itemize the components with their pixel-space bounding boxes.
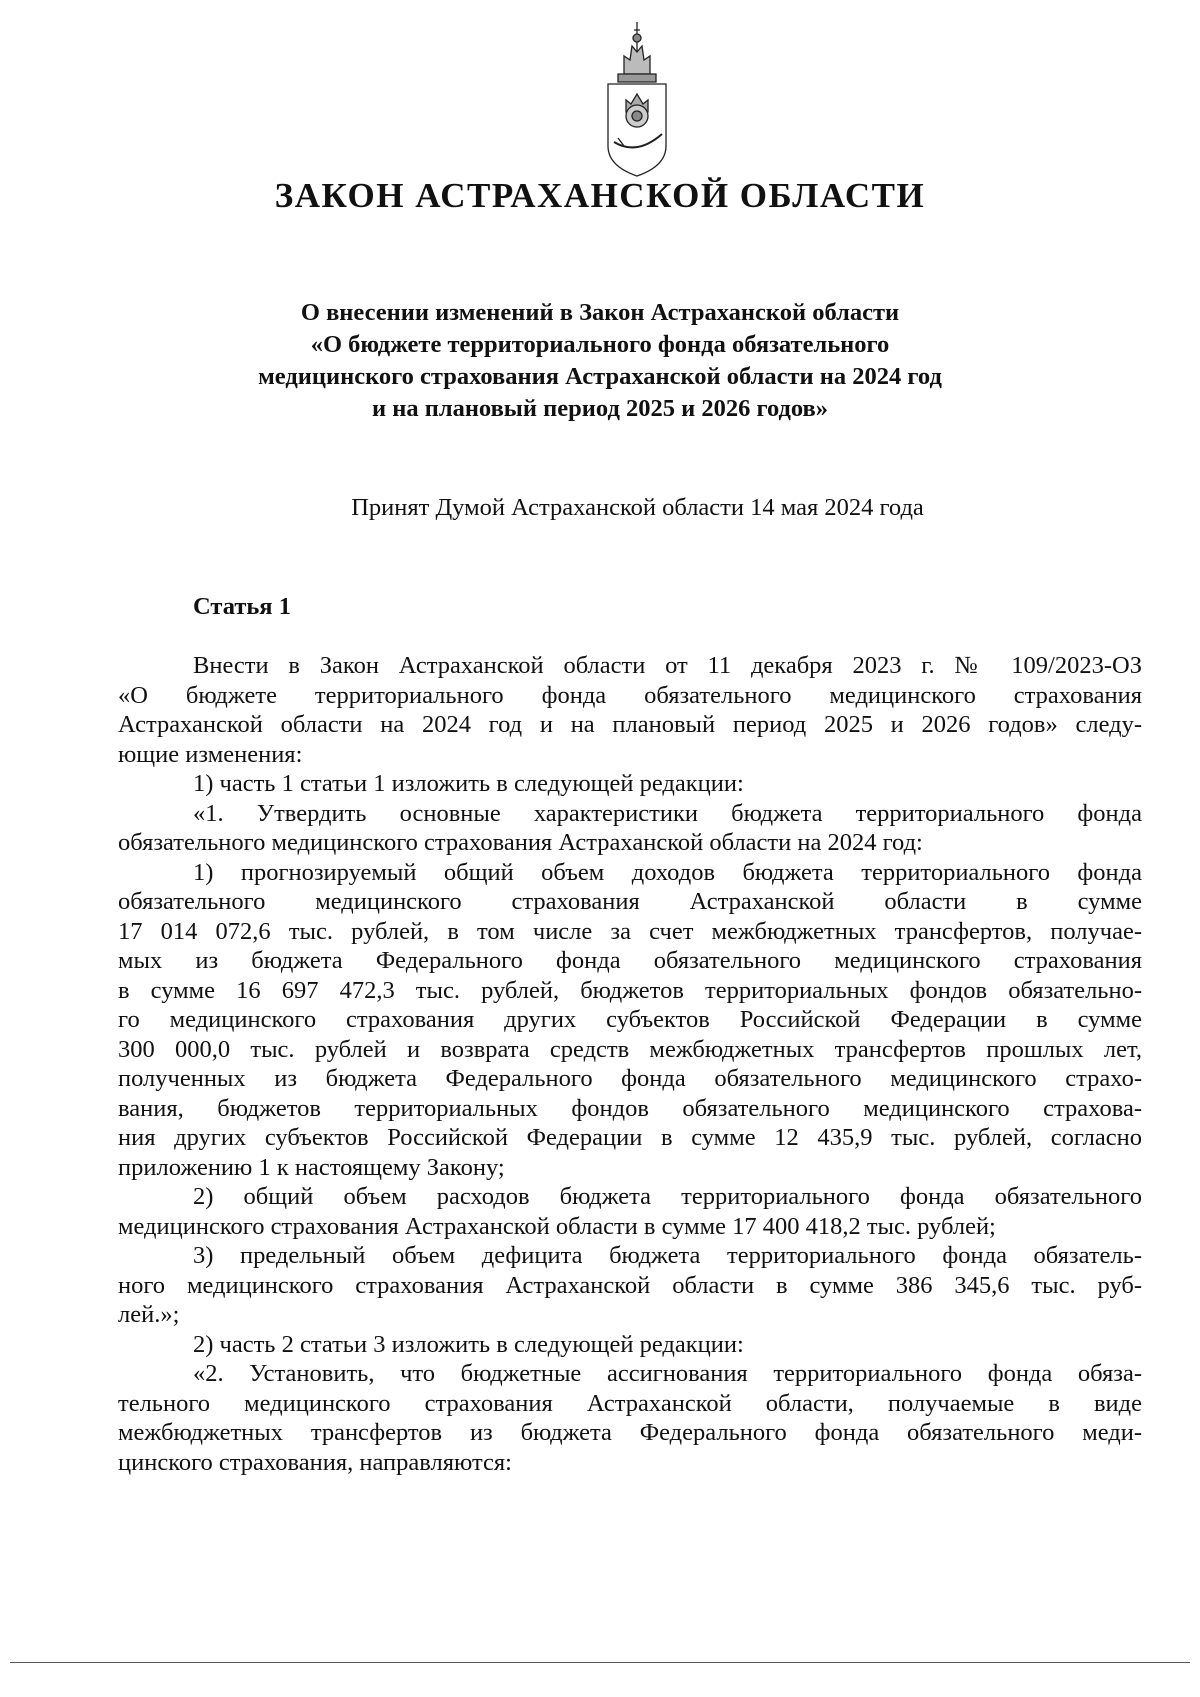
- body-line: Астраханской области на 2024 год и на плановый период 2025 и 2026 годов» следу-: [118, 711, 1142, 738]
- body-line: «2. Установить, что бюджетные ассигнования территориального фонда обяза-: [193, 1360, 1142, 1387]
- body-line: Внести в Закон Астраханской области от 11 декабря 2023 г. № 109/2023-ОЗ: [193, 652, 1142, 679]
- subtitle-line: и на плановый период 2025 и 2026 годов»: [371, 395, 829, 422]
- law-title: ЗАКОН АСТРАХАНСКОЙ ОБЛАСТИ: [274, 176, 926, 215]
- body-line: в сумме 16 697 472,3 тыс. рублей, бюджетов территориальных фондов обязательно-: [118, 976, 1142, 1004]
- body-line: 17 014 072,6 тыс. рублей, в том числе за счет межбюджетных трансфертов, получае-: [118, 917, 1142, 945]
- body-line: «1. Утвердить основные характеристики бюджета территориального фонда: [193, 799, 1142, 827]
- body-line: ного медицинского страхования Астраханской области в сумме 386 345,6 тыс. руб-: [118, 1271, 1142, 1299]
- body-line: го медицинского страхования других субъектов Российской Федерации в сумме: [118, 1006, 1142, 1033]
- article-body: [118, 651, 1142, 1477]
- coat-of-arms-emblem: [594, 16, 680, 188]
- law-subtitle: [150, 297, 1050, 425]
- body-line: мых из бюджета Федерального фонда обязательного медицинского страхования: [118, 947, 1142, 974]
- subtitle-line: медицинского страхования Астраханской области на 2024 год: [258, 363, 942, 390]
- body-line: ющие изменения:: [118, 740, 303, 768]
- adoption-note: Принят Думой Астраханской области 14 мая 2024 года: [351, 494, 924, 521]
- body-line: обязательного медицинского страхования Астраханской области в сумме: [118, 888, 1142, 915]
- body-line: обязательного медицинского страхования Астраханской области на 2024 год:: [118, 829, 923, 856]
- subtitle-line: О внесении изменений в Закон Астраханской области: [300, 299, 900, 326]
- body-line: медицинского страхования Астраханской области в сумме 17 400 418,2 тыс. рублей;: [118, 1212, 996, 1240]
- body-line: 2) общий объем расходов бюджета территориального фонда обязательного: [193, 1183, 1142, 1210]
- body-line: приложению 1 к настоящему Закону;: [118, 1153, 505, 1181]
- body-line: 2) часть 2 статьи 3 изложить в следующей редакции:: [193, 1330, 744, 1358]
- body-line: 300 000,0 тыс. рублей и возврата средств межбюджетных трансфертов прошлых лет,: [118, 1035, 1142, 1063]
- body-line: ния других субъектов Российской Федерации в сумме 12 435,9 тыс. рублей, согласно: [118, 1124, 1142, 1151]
- body-line: вания, бюджетов территориальных фондов обязательного медицинского страхова-: [118, 1094, 1142, 1122]
- body-line: 1) прогнозируемый общий объем доходов бюджета территориального фонда: [193, 858, 1142, 886]
- body-line: межбюджетных трансфертов из бюджета Федерального фонда обязательного меди-: [118, 1419, 1142, 1446]
- subtitle-line: «О бюджете территориального фонда обязательного: [310, 331, 890, 358]
- footer-divider: [10, 1662, 1190, 1663]
- body-line: полученных из бюджета Федерального фонда обязательного медицинского страхо-: [118, 1065, 1142, 1092]
- body-line: тельного медицинского страхования Астраханской области, получаемые в виде: [118, 1389, 1142, 1417]
- body-line: цинского страхования, направляются:: [118, 1448, 512, 1476]
- body-line: лей.»;: [118, 1301, 180, 1328]
- body-line: «О бюджете территориального фонда обязательного медицинского страхования: [118, 681, 1142, 709]
- article-heading: Статья 1: [193, 593, 291, 620]
- body-line: 3) предельный объем дефицита бюджета территориального фонда обязатель-: [193, 1242, 1142, 1269]
- body-line: 1) часть 1 статьи 1 изложить в следующей редакции:: [193, 770, 744, 797]
